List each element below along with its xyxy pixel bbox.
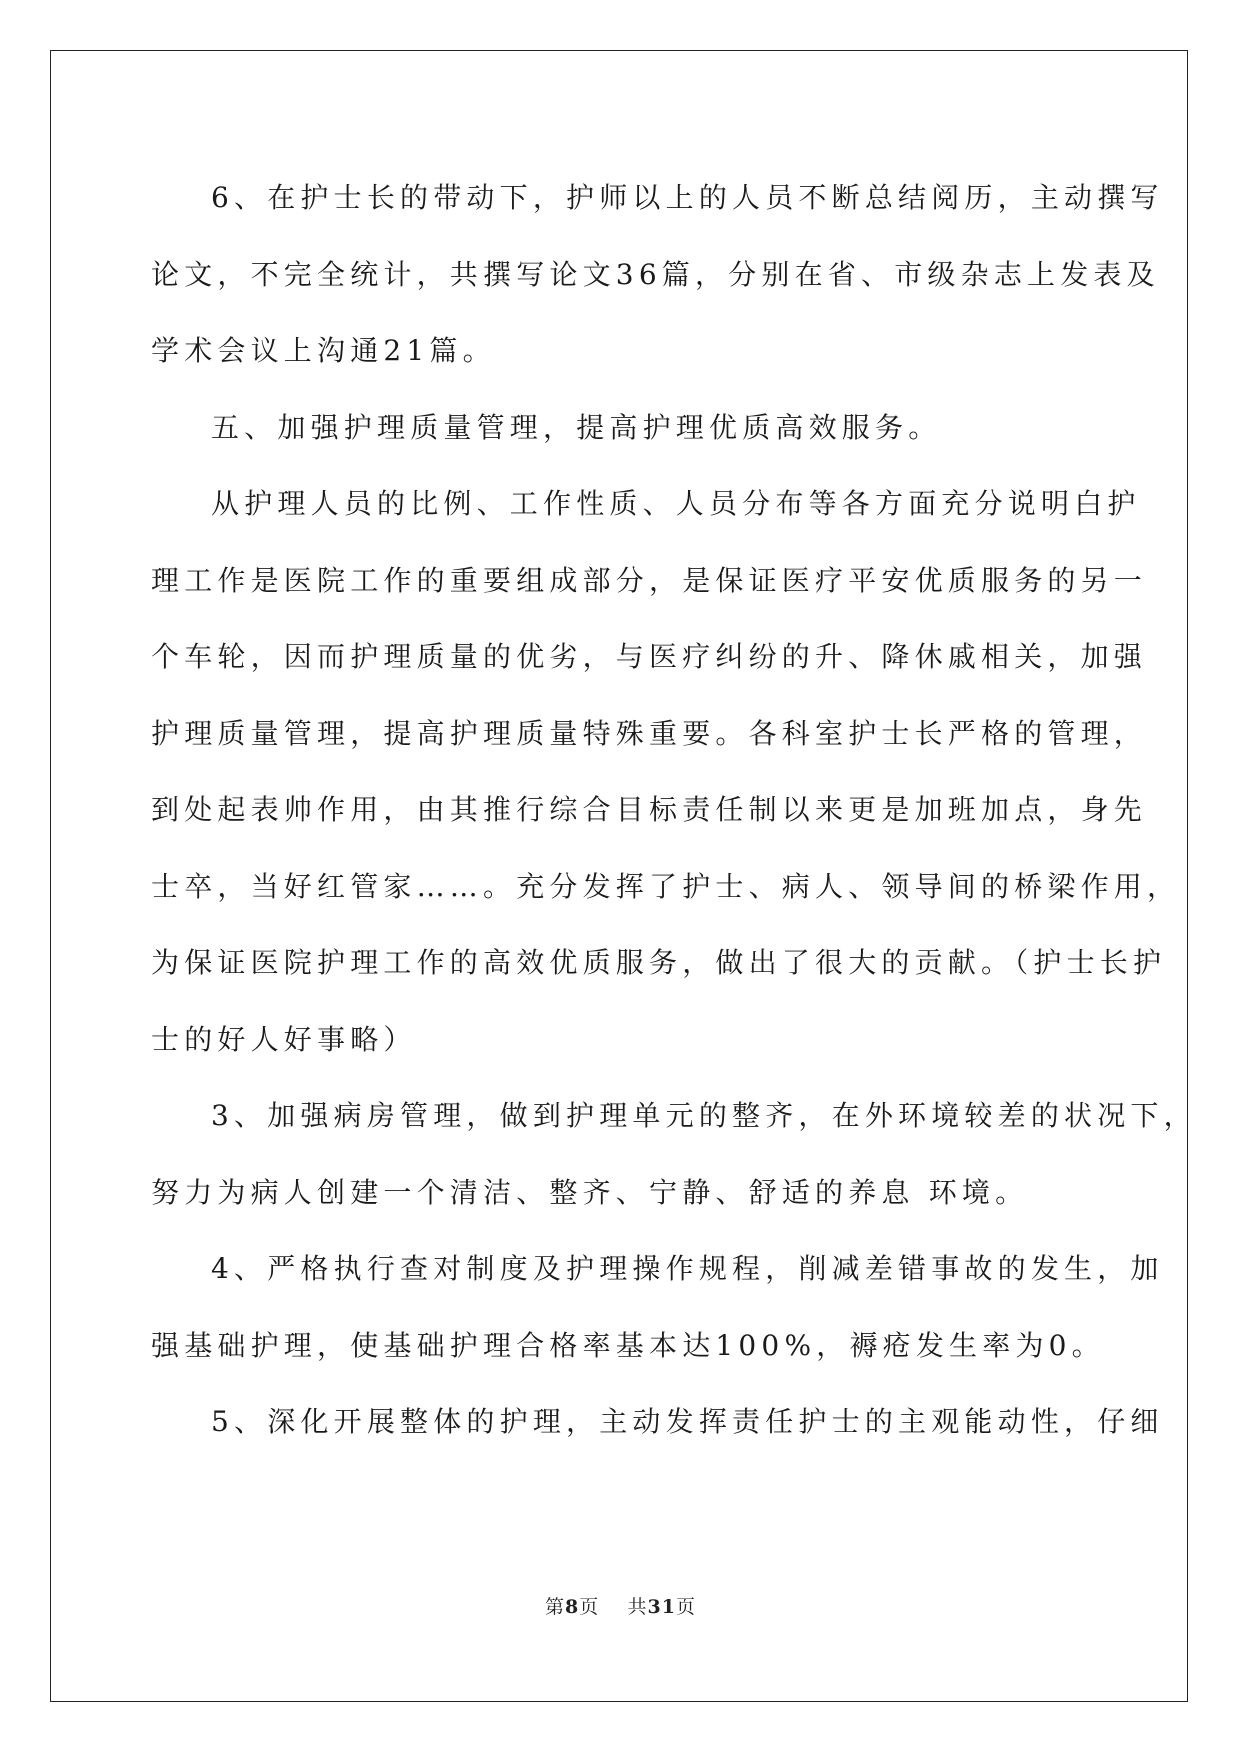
- footer-prefix: 第: [545, 1596, 566, 1618]
- paragraph-item-3: [151, 1078, 1197, 1231]
- page-footer: [0, 1592, 1241, 1619]
- text-line: 4、严格执行查对制度及护理操作规程，削减差错事故的发生，加: [211, 1252, 1164, 1285]
- paragraph-item-6: [151, 160, 1164, 390]
- text-line: 到处起表帅作用，由其推行综合目标责任制以来更是加班加点，身先: [151, 793, 1148, 826]
- text-line: 3、加强病房管理，做到护理单元的整齐，在外环境较差的状况下，: [211, 1099, 1197, 1132]
- text-line: 为保证医院护理工作的高效优质服务，做出了很大的贡献。（护士长护: [151, 946, 1167, 979]
- footer-total-unit: 页: [675, 1596, 696, 1618]
- text-line: 6、在护士长的带动下，护师以上的人员不断总结阅历，主动撰写: [211, 181, 1164, 214]
- text-line: 强基础护理，使基础护理合格率基本达100%，褥疮发生率为0。: [151, 1328, 1105, 1362]
- text-line: 努力为病人创建一个清洁、整齐、宁静、舒适的养息 环境。: [151, 1175, 1029, 1209]
- total-pages: 31: [647, 1596, 676, 1618]
- text-line: 从护理人员的比例、工作性质、人员分布等各方面充分说明白护: [211, 487, 1141, 520]
- text-line: 士卒，当好红管家……。充分发挥了护士、病人、领导间的桥梁作用，: [151, 869, 1181, 903]
- text-line: 5、深化开展整体的护理，主动发挥责任护士的主观能动性，仔细: [211, 1405, 1164, 1438]
- footer-total-prefix: 共: [627, 1596, 648, 1618]
- text-line: 学术会议上沟通21篇。: [151, 334, 496, 367]
- text-line: 个车轮，因而护理质量的优劣，与医疗纠纷的升、降休戚相关，加强: [151, 640, 1148, 673]
- text-line: 护理质量管理，提高护理质量特殊重要。各科室护士长严格的管理，: [151, 716, 1148, 750]
- text-line: 五、加强护理质量管理，提高护理优质高效服务。: [211, 410, 942, 444]
- paragraph-nursing-quality: [151, 466, 1181, 1078]
- paragraph-item-5: [151, 1384, 1164, 1461]
- document-body: [151, 160, 1197, 1461]
- footer-page-unit: 页: [579, 1596, 600, 1618]
- text-line: 士的好人好事略）: [151, 1022, 417, 1056]
- text-line: 理工作是医院工作的重要组成部分，是保证医疗平安优质服务的另一: [151, 563, 1148, 597]
- section-heading-5: [151, 390, 1091, 467]
- text-line: 论文，不完全统计，共撰写论文36篇，分别在省、市级杂志上发表及: [151, 257, 1160, 291]
- page-number: 8: [565, 1596, 580, 1618]
- paragraph-item-4: [151, 1231, 1164, 1384]
